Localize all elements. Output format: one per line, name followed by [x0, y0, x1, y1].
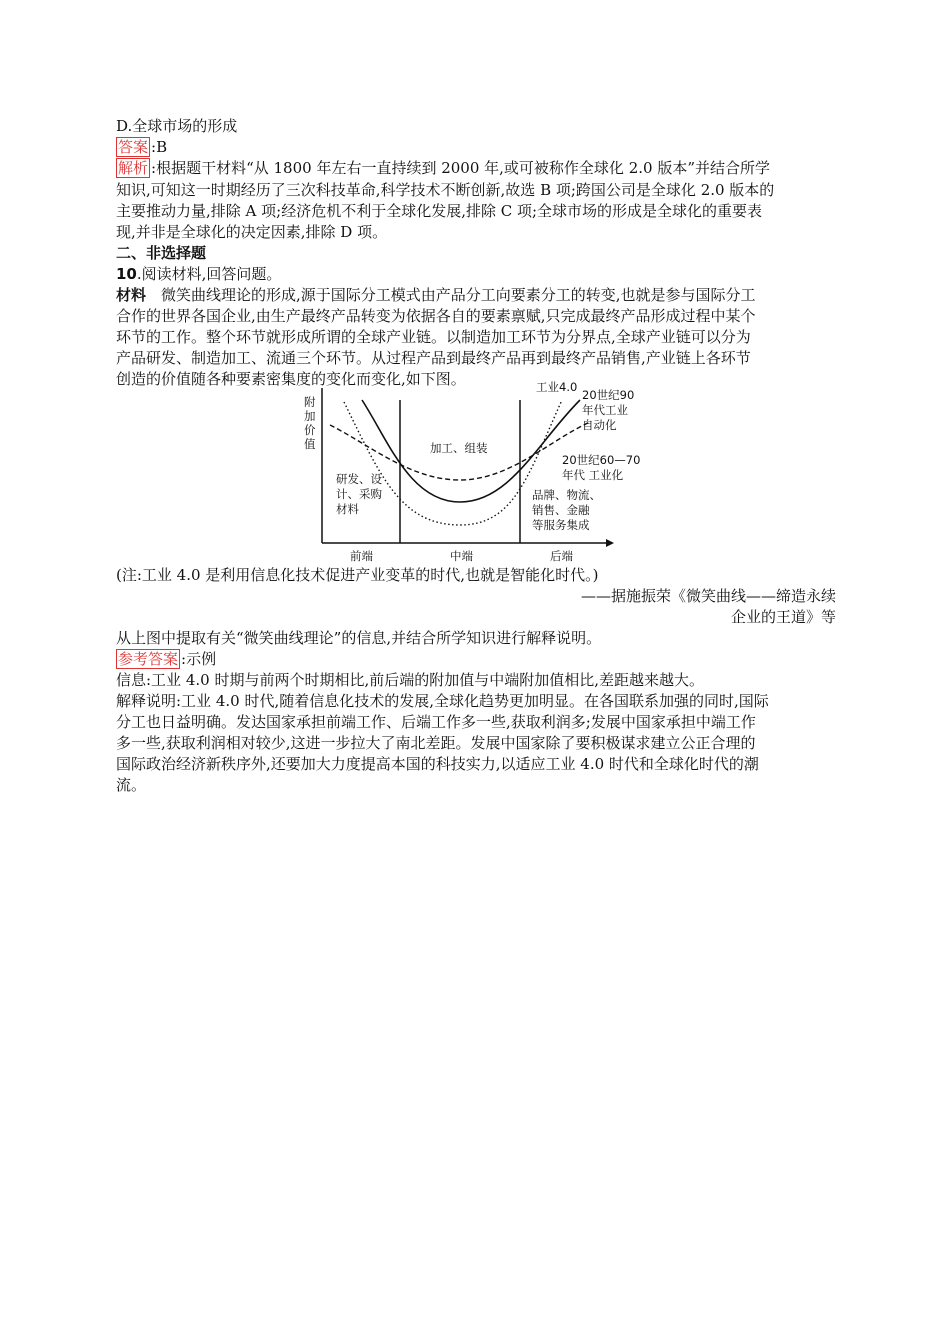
option-d-text: D.全球市场的形成 — [116, 117, 238, 135]
explain-line-2: 分工也日益明确。发达国家承担前端工作、后端工作多一些,获取利润多;发展中国家承担中端工作 — [116, 713, 756, 731]
question-prompt: .阅读材料,回答问题。 — [136, 265, 282, 283]
explain-line-1: 解释说明:工业 4.0 时代,随着信息化技术的发展,全球化趋势更加明显。在各国联系加强的同时,国际 — [116, 692, 769, 710]
curve-industry-4 — [344, 400, 562, 525]
series-1960s-2: 年代 工业化 — [562, 468, 624, 482]
explain-line-3: 多一些,获取利润相对较少,这进一步拉大了南北差距。发展中国家除了要积极谋求建立公正合理的 — [116, 734, 756, 752]
left-zone-2: 计、采购 — [336, 487, 382, 501]
material-text-1: 微笑曲线理论的形成,源于国际分工模式由产品分工向要素分工的转变,也就是参与国际分工 — [146, 286, 756, 304]
analysis-line-4: 现,并非是全球化的决定因素,排除 D 项。 — [116, 223, 388, 241]
explain-line-4: 国际政治经济新秩序外,还要加大力度提高本国的科技实力,以适应工业 4.0 时代和全球化时代的潮 — [116, 755, 759, 773]
right-zone-1: 品牌、物流、 — [532, 488, 601, 502]
answer-value: :B — [151, 138, 168, 156]
reference-answer-line — [116, 649, 836, 670]
series-1990s-1: 20世纪90 — [582, 388, 635, 402]
analysis-line-2: 知识,可知这一时期经历了三次科技革命,科学技术不断创新,故选 B 项;跨国公司是全球化 2.0 版本的 — [116, 181, 775, 199]
middle-zone: 加工、组装 — [430, 441, 488, 455]
xlabel-middle: 中端 — [450, 549, 473, 563]
question-number: 10 — [116, 265, 137, 283]
answer-tag: 答案 — [118, 138, 149, 156]
question-10 — [116, 264, 836, 285]
x-axis-arrow — [606, 539, 614, 547]
analysis-line-3: 主要推动力量,排除 A 项;经济危机不利于全球化发展,排除 C 项;全球市场的形成是全球化的重要表 — [116, 202, 763, 220]
left-zone-3: 材料 — [336, 502, 359, 516]
xlabel-front: 前端 — [350, 549, 373, 563]
material-line-1 — [116, 285, 836, 306]
right-zone-2: 销售、金融 — [532, 503, 590, 517]
explain-line-5: 流。 — [116, 776, 147, 794]
right-zone-3: 等服务集成 — [532, 518, 590, 532]
source-line-1: ——据施振荣《微笑曲线——缔造永续 — [580, 587, 836, 605]
task-prompt: 从上图中提取有关“微笑曲线理论”的信息,并结合所学知识进行解释说明。 — [116, 629, 602, 647]
series-1990s-3: 自动化 — [582, 418, 617, 432]
material-label: 材料 — [116, 286, 147, 304]
answer-line — [116, 137, 836, 158]
series-1990s-2: 年代工业 — [582, 403, 628, 417]
material-line-3: 环节的工作。整个环节就形成所谓的全球产业链。以制造加工环节为分界点,全球产业链可以分为 — [116, 328, 751, 346]
xlabel-back: 后端 — [550, 549, 573, 563]
material-line-5: 创造的价值随各种要素密集度的变化而变化,如下图。 — [116, 370, 466, 388]
info-line: 信息:工业 4.0 时期与前两个时期相比,前后端的附加值与中端附加值相比,差距越来越大。 — [116, 671, 704, 689]
material-line-2: 合作的世界各国企业,由生产最终产品转变为依据各自的要素禀赋,只完成最终产品形成过程中某个 — [116, 307, 756, 325]
smile-curve-diagram — [300, 380, 640, 565]
reference-answer-value: :示例 — [181, 650, 217, 668]
series-industry-4: 工业4.0 — [536, 380, 578, 394]
analysis-text-1: :根据题干材料“从 1800 年左右一直持续到 2000 年,或可被称作全球化 2.0 版本”并结合所学 — [151, 159, 770, 177]
ylabel-3: 价 — [304, 423, 316, 437]
section-heading: 二、非选择题 — [116, 244, 207, 262]
ylabel-1: 附 — [304, 395, 316, 409]
reference-answer-tag: 参考答案 — [118, 650, 179, 668]
ylabel-4: 值 — [304, 437, 316, 451]
note: (注:工业 4.0 是利用信息化技术促进产业变革的时代,也就是智能化时代。) — [116, 566, 599, 584]
analysis-tag: 解析 — [118, 159, 149, 177]
ylabel-2: 加 — [304, 409, 316, 423]
series-1960s-1: 20世纪60—70 — [562, 453, 640, 467]
analysis-line-1 — [116, 158, 836, 179]
source-line-2: 企业的王道》等 — [730, 608, 836, 626]
material-line-4: 产品研发、制造加工、流通三个环节。从过程产品到最终产品再到最终产品销售,产业链上各环节 — [116, 349, 751, 367]
option-d — [116, 116, 836, 137]
left-zone-1: 研发、设 — [336, 472, 382, 486]
